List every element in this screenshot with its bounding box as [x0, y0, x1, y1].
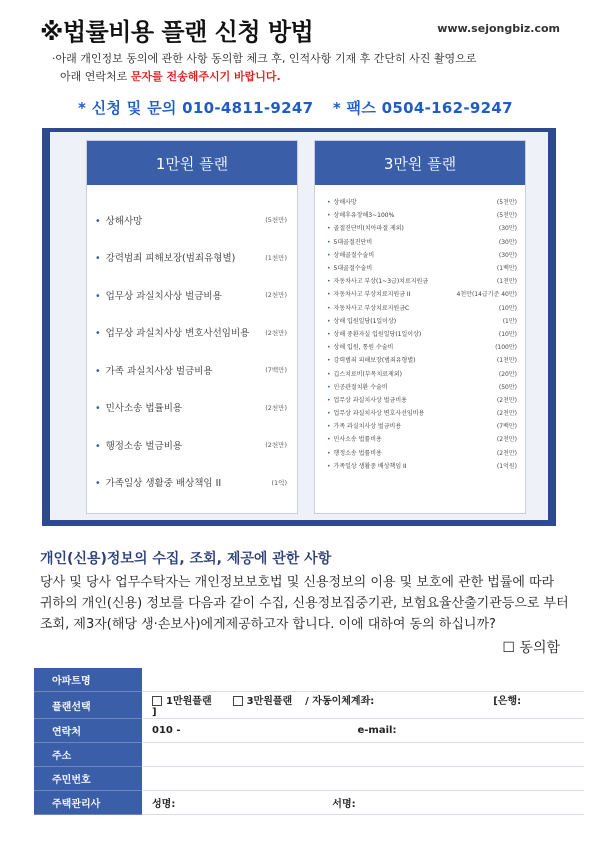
- form-row-plan: [34, 692, 584, 719]
- coverage-amount: (7백만): [496, 423, 517, 431]
- contact-fax: * 팩스 0504-162-9247: [332, 99, 513, 117]
- plan-coverage-list: [315, 185, 525, 472]
- coverage-amount: 4천만(14급기준 40만): [456, 291, 517, 299]
- coverage-amount: (30만): [498, 238, 517, 246]
- coverage-amount: (100만): [495, 344, 517, 352]
- coverage-item: [95, 239, 287, 277]
- application-form: [34, 668, 584, 815]
- coverage-label: • 업무상 과실치사상 변호사선임비용: [327, 408, 424, 417]
- plan-card-30000: [314, 140, 526, 514]
- coverage-label: • 5대골절진단비: [327, 237, 372, 246]
- intro-line-2: [60, 68, 281, 84]
- plan-30000-checkbox[interactable]: [233, 696, 243, 706]
- coverage-label: • 상해사망: [327, 197, 357, 206]
- phone-field[interactable]: [142, 719, 584, 743]
- coverage-item: [327, 195, 517, 208]
- coverage-amount: (20만): [498, 370, 517, 378]
- coverage-item: [327, 221, 517, 234]
- apartment-field[interactable]: [142, 668, 584, 692]
- coverage-label: • 민사소송 법률비용: [327, 434, 382, 443]
- form-row-manager: [34, 791, 584, 815]
- coverage-item: [327, 261, 517, 274]
- coverage-amount: (5천만): [496, 199, 517, 207]
- coverage-item: [95, 276, 287, 314]
- intro-highlight: 문자를 전송해주시기 바랍니다.: [130, 70, 281, 83]
- plan-coverage-list: [87, 185, 297, 501]
- coverage-item: [327, 446, 517, 459]
- coverage-amount: (2천만): [265, 291, 287, 300]
- manager-label: 주택관리사: [34, 791, 142, 815]
- coverage-item: [327, 340, 517, 353]
- phone-prefix: 010 -: [152, 725, 181, 736]
- coverage-item: [327, 327, 517, 340]
- privacy-heading: 개인(신용)정보의 수집, 조회, 제공에 관한 사항: [40, 551, 332, 567]
- coverage-label: • 상해 입원일당(1일이상): [327, 316, 396, 325]
- coverage-label: • 행정소송 법률비용: [327, 448, 382, 457]
- coverage-label: • 가족 과실치사상 벌금비용: [95, 363, 213, 377]
- coverage-label: • 상해골절수술비: [327, 250, 374, 259]
- coverage-label: • 행정소송 벌금비용: [95, 438, 182, 452]
- coverage-item: [327, 432, 517, 445]
- coverage-amount: (30만): [498, 225, 517, 233]
- coverage-amount: (10만): [498, 304, 517, 312]
- coverage-item: [327, 366, 517, 379]
- coverage-label: • 가족일상 생활중 배상책임 II: [95, 475, 221, 489]
- coverage-label: • 골절진단비(치아파절 제외): [327, 223, 404, 232]
- privacy-text: 당사 및 당사 업무수탁자는 개인정보보호법 및 신용정보의 이용 및 보호에 관한 법률에 따라 귀하의 개인(신용) 정보를 다음과 같이 수집, 신용정보집중기관, 보험요율산출기관등으로 부터 조회, 제3자(해당 생·손보사)에게제공하고자 합니다. 이에 대하여 동의 하십니까?: [40, 575, 569, 632]
- coverage-item: [327, 235, 517, 248]
- coverage-item: [327, 287, 517, 300]
- contact-phone: * 신청 및 문의 010-4811-9247: [78, 99, 314, 117]
- form-row-address: [34, 743, 584, 767]
- coverage-item: [327, 353, 517, 366]
- coverage-label: • 업무상 과실치사상 벌금비용: [327, 395, 407, 404]
- ssn-field[interactable]: [142, 767, 584, 791]
- intro-line-2-prefix: 아래 연락처로: [60, 70, 131, 83]
- coverage-label: • 상해사망: [95, 213, 142, 227]
- coverage-amount: (10만): [498, 330, 517, 338]
- coverage-amount: (1억원): [496, 462, 517, 470]
- coverage-amount: (30만): [498, 251, 517, 259]
- coverage-label: • 자동차사고 부상치료지원금C: [327, 303, 409, 312]
- coverage-item: [95, 351, 287, 389]
- manager-field[interactable]: [142, 791, 584, 815]
- coverage-label: • 가족 과실치사상 벌금비용: [327, 421, 401, 430]
- coverage-item: [95, 201, 287, 239]
- form-row-ssn: [34, 767, 584, 791]
- coverage-amount: (1천만): [496, 357, 517, 365]
- coverage-label: • 강력범죄 피해보장(범죄유형별): [95, 250, 235, 264]
- coverage-item: [95, 426, 287, 464]
- plan-field: [142, 692, 584, 719]
- ssn-label: 주민번호: [34, 767, 142, 791]
- coverage-amount: (1천만): [496, 278, 517, 286]
- form-row-apartment: [34, 668, 584, 692]
- coverage-item: [327, 301, 517, 314]
- website-url: www.sejongbiz.com: [437, 22, 560, 35]
- phone-label: 연락처: [34, 719, 142, 743]
- consent-checkbox[interactable]: ☐ 동의함: [502, 640, 560, 656]
- coverage-item: [327, 314, 517, 327]
- coverage-amount: (1천만): [265, 253, 287, 262]
- intro-line-1: ·아래 개인정보 동의에 관한 사항 동의함 체크 후, 인적사항 기재 후 간단히 사진 촬영으로: [52, 52, 477, 65]
- coverage-item: [95, 464, 287, 502]
- coverage-amount: (2천만): [496, 436, 517, 444]
- coverage-item: [327, 208, 517, 221]
- coverage-label: • 상해후유장해3~100%: [327, 210, 394, 219]
- plan-label: 플랜선택: [34, 692, 142, 719]
- coverage-item: [327, 274, 517, 287]
- address-label: 주소: [34, 743, 142, 767]
- coverage-amount: (2천만): [496, 410, 517, 418]
- coverage-item: [95, 389, 287, 427]
- coverage-item: [327, 419, 517, 432]
- bank-label: [은행:: [493, 696, 522, 707]
- plan-card-title: 3만원 플랜: [315, 141, 525, 185]
- coverage-label: • 자동차사고 부상치료지원금 II: [327, 289, 410, 298]
- plan-30000-label: 3만원플랜: [246, 696, 293, 707]
- coverage-amount: (2천만): [265, 328, 287, 337]
- plan-10000-checkbox[interactable]: [152, 696, 162, 706]
- coverage-item: [327, 248, 517, 261]
- email-label: e-mail:: [357, 725, 397, 736]
- plan-10000-label: 1만원플랜: [166, 696, 212, 707]
- coverage-label: • 상해 중환자실 입원일당(1일이상): [327, 329, 421, 338]
- coverage-label: • 민사소송 법률비용: [95, 400, 182, 414]
- coverage-amount: (1백만): [496, 265, 517, 273]
- coverage-label: • 깁스치료비(부목치료제외): [327, 369, 402, 378]
- auto-transfer-label: / 자동이체계좌:: [305, 696, 375, 707]
- address-field[interactable]: [142, 743, 584, 767]
- coverage-amount: (2천만): [265, 441, 287, 450]
- coverage-item: [327, 406, 517, 419]
- coverage-label: • 업무상 과실치사상 벌금비용: [95, 288, 222, 302]
- coverage-label: • 인공관절치환 수술비: [327, 382, 388, 391]
- coverage-amount: (1억): [271, 478, 287, 487]
- coverage-item: [95, 314, 287, 352]
- coverage-item: [327, 393, 517, 406]
- form-row-phone: [34, 719, 584, 743]
- name-label: 성명:: [152, 799, 176, 810]
- contact-line: [78, 97, 527, 118]
- page-title: ※법률비용 플랜 신청 방법: [40, 18, 314, 46]
- coverage-label: • 업무상 과실치사상 변호사선임비용: [95, 325, 249, 339]
- coverage-amount: (5천만): [496, 212, 517, 220]
- coverage-amount: (2천만): [496, 396, 517, 404]
- coverage-amount: (50만): [498, 383, 517, 391]
- coverage-amount: (5천만): [265, 216, 287, 225]
- plan-card-10000: [86, 140, 298, 514]
- plan-card-title: 1만원 플랜: [87, 141, 297, 185]
- coverage-label: • 5대골절수술비: [327, 263, 372, 272]
- coverage-amount: (2천만): [265, 403, 287, 412]
- coverage-item: [327, 380, 517, 393]
- coverage-amount: (7백만): [265, 366, 287, 375]
- apartment-label: 아파트명: [34, 668, 142, 692]
- coverage-item: [327, 459, 517, 472]
- coverage-amount: (1만): [502, 317, 517, 325]
- coverage-amount: (2천만): [496, 449, 517, 457]
- bank-close: ]: [152, 707, 157, 718]
- coverage-label: • 자동차사고 부상(1~3급)치료지원금: [327, 276, 428, 285]
- coverage-label: • 강력범죄 피해보장(범죄유형별): [327, 355, 415, 364]
- coverage-label: • 가족일상 생활중 배상책임 II: [327, 461, 407, 470]
- coverage-label: • 상해 입원, 통원 수술비: [327, 342, 393, 351]
- signature-label: 서명:: [332, 799, 356, 810]
